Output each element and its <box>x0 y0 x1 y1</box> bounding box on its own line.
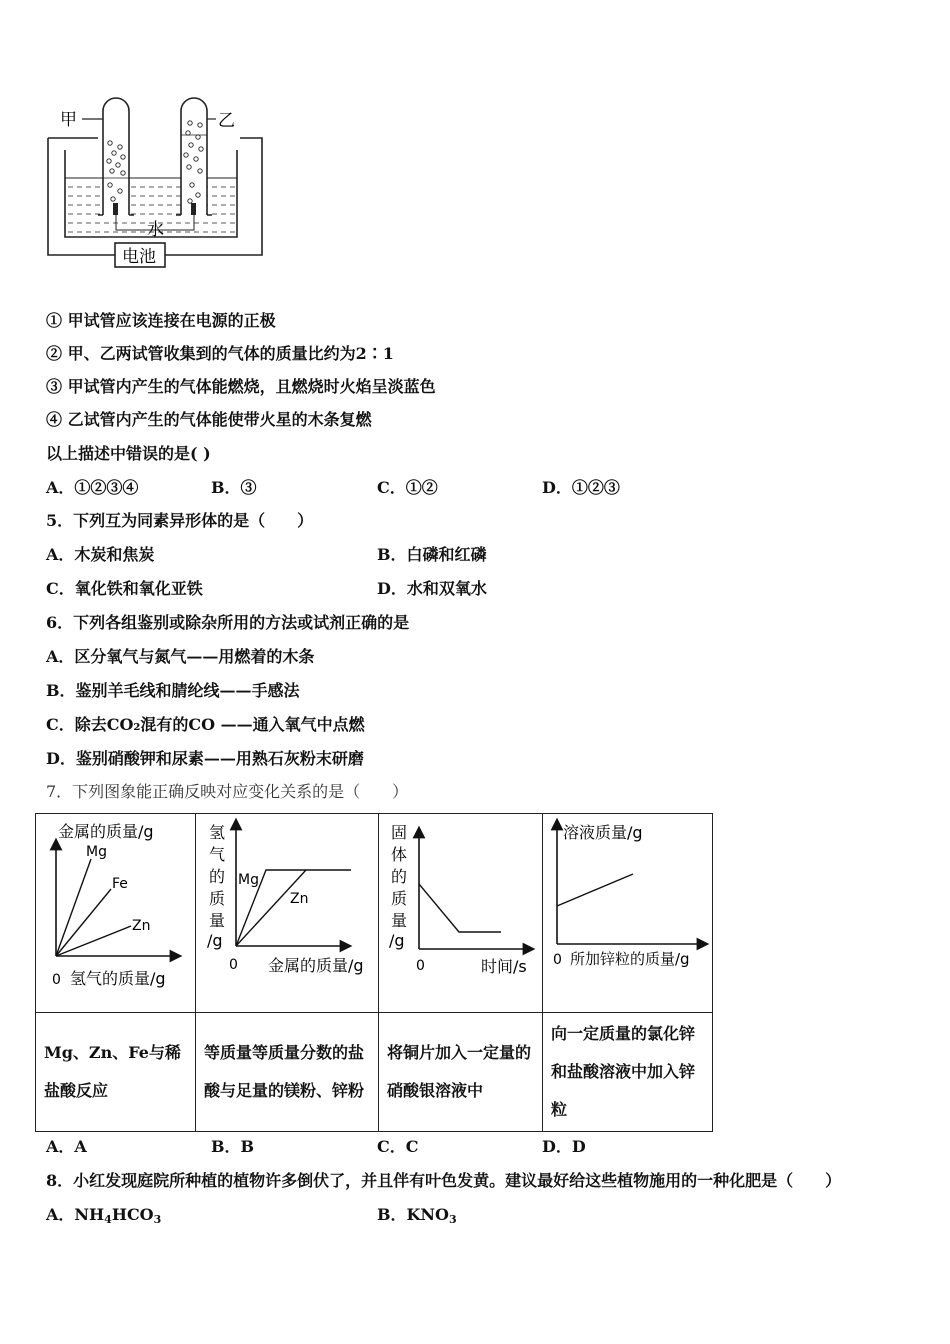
graph-c-ylabel-1: 固 <box>391 823 408 842</box>
desc-a: Mg、Zn、Fe与稀盐酸反应 <box>36 1013 196 1132</box>
graph-b-xlabel: 金属的质量/g <box>268 956 364 975</box>
graph-c-ylabel-6: /g <box>389 931 405 950</box>
q4-question: 以上描述中错误的是( ) <box>46 444 211 463</box>
electrolysis-apparatus-diagram <box>40 95 280 275</box>
q8-option-a-sub2: 3 <box>153 1213 162 1226</box>
q6-option-d: D．鉴别硝酸钾和尿素——用熟石灰粉末研磨 <box>46 749 364 768</box>
graph-a-series-fe: Fe <box>112 876 128 892</box>
q8-option-a-mid: HCO <box>111 1205 154 1224</box>
graph-c-origin: 0 <box>416 958 425 974</box>
graph-d <box>543 814 711 1008</box>
graph-c-ylabel-3: 的 <box>391 867 408 886</box>
graph-b-ylabel-5: 量 <box>209 911 226 930</box>
label-jia: 甲 <box>60 110 77 130</box>
graph-b-cell <box>196 814 379 1013</box>
graph-c-cell <box>379 814 543 1013</box>
graph-c <box>379 814 541 1008</box>
q4-statement-1: ① 甲试管应该连接在电源的正极 <box>46 311 276 330</box>
q5-option-b: B．白磷和红磷 <box>377 545 487 564</box>
q5-option-d: D．水和双氧水 <box>377 579 487 598</box>
q4-statement-2: ② 甲、乙两试管收集到的气体的质量比约为2∶1 <box>46 344 394 363</box>
graph-c-line <box>419 884 501 932</box>
desc-c: 将铜片加入一定量的硝酸银溶液中 <box>379 1013 543 1132</box>
q4-statement-4: ④ 乙试管内产生的气体能使带火星的木条复燃 <box>46 410 372 429</box>
label-water: 水 <box>147 220 164 240</box>
q8-option-a-sub1: 4 <box>104 1213 112 1226</box>
q7-option-a: A．A <box>46 1137 87 1156</box>
graph-d-ylabel: 溶液质量/g <box>563 823 643 842</box>
q8-option-b-sub: 3 <box>449 1213 457 1226</box>
graph-a-line-fe <box>56 889 111 956</box>
q8-stem: 8．小红发现庭院所种植的植物许多倒伏了，并且伴有叶色发黄。建议最好给这些植物施用的一种化肥是（ ） <box>46 1171 842 1190</box>
q4-option-b: B．③ <box>211 478 257 497</box>
graph-d-origin: 0 <box>553 952 562 968</box>
q6-stem: 6．下列各组鉴别或除杂所用的方法或试剂正确的是 <box>46 613 410 632</box>
graph-b-origin: 0 <box>229 957 238 973</box>
q4-statement-3: ③ 甲试管内产生的气体能燃烧，且燃烧时火焰呈淡蓝色 <box>46 377 436 396</box>
graph-b-ylabel-2: 气 <box>209 845 226 864</box>
label-yi: 乙 <box>218 111 235 131</box>
q7-stem: 7．下列图象能正确反映对应变化关系的是（ ） <box>46 782 409 801</box>
q7-option-d: D．D <box>542 1137 586 1156</box>
graph-b-ylabel-3: 的 <box>209 867 226 886</box>
graph-a-origin: 0 <box>52 972 61 988</box>
desc-b: 等质量等质量分数的盐酸与足量的镁粉、锌粉 <box>196 1013 379 1132</box>
q4-option-c: C．①② <box>377 478 438 497</box>
graph-b <box>196 814 377 1008</box>
graph-d-cell <box>543 814 713 1013</box>
graph-d-line <box>557 874 633 906</box>
q8-option-a <box>46 1205 161 1230</box>
q5-option-a: A．木炭和焦炭 <box>46 545 155 564</box>
q8-option-a-prefix: A．NH <box>46 1205 105 1224</box>
desc-d: 向一定质量的氯化锌和盐酸溶液中加入锌粒 <box>543 1013 713 1132</box>
q6-option-b: B．鉴别羊毛线和腈纶线——手感法 <box>46 681 300 700</box>
q5-option-c: C．氧化铁和氧化亚铁 <box>46 579 203 598</box>
q4-option-d: D．①②③ <box>542 478 620 497</box>
q7-option-b: B．B <box>211 1137 255 1156</box>
q6-option-c: C．除去CO₂混有的CO ——通入氧气中点燃 <box>46 715 365 734</box>
graph-a-xlabel: 氢气的质量/g <box>70 969 166 988</box>
q7-options-table <box>35 813 713 1132</box>
graph-b-ylabel-6: /g <box>207 931 223 950</box>
graph-a-series-zn: Zn <box>132 918 151 934</box>
graph-b-ylabel-1: 氢 <box>209 823 226 842</box>
graph-c-xlabel: 时间/s <box>481 957 527 976</box>
graph-d-xlabel: 所加锌粒的质量/g <box>570 950 690 968</box>
graph-c-ylabel-4: 质 <box>391 889 408 908</box>
graph-a-cell <box>36 814 196 1013</box>
graph-c-ylabel-2: 体 <box>391 845 408 864</box>
q8-option-b <box>377 1205 457 1230</box>
graph-c-ylabel-5: 量 <box>391 911 408 930</box>
graph-a-line-zn <box>56 926 131 956</box>
q5-stem: 5．下列互为同素异形体的是（ ） <box>46 511 314 530</box>
q8-option-b-prefix: B．KNO <box>377 1205 449 1224</box>
graph-a <box>36 814 194 1008</box>
q4-option-a: A．①②③④ <box>46 478 139 497</box>
q6-option-a: A．区分氧气与氮气——用燃着的木条 <box>46 647 315 666</box>
label-battery: 电池 <box>122 247 156 267</box>
graph-a-line-mg <box>56 859 91 956</box>
graph-b-series-zn: Zn <box>290 891 309 907</box>
graph-a-ylabel: 金属的质量/g <box>58 822 154 841</box>
q7-option-c: C．C <box>377 1137 419 1156</box>
graph-b-series-mg: Mg <box>238 872 259 888</box>
graph-b-ylabel-4: 质 <box>209 889 226 908</box>
graph-a-series-mg: Mg <box>86 844 107 860</box>
